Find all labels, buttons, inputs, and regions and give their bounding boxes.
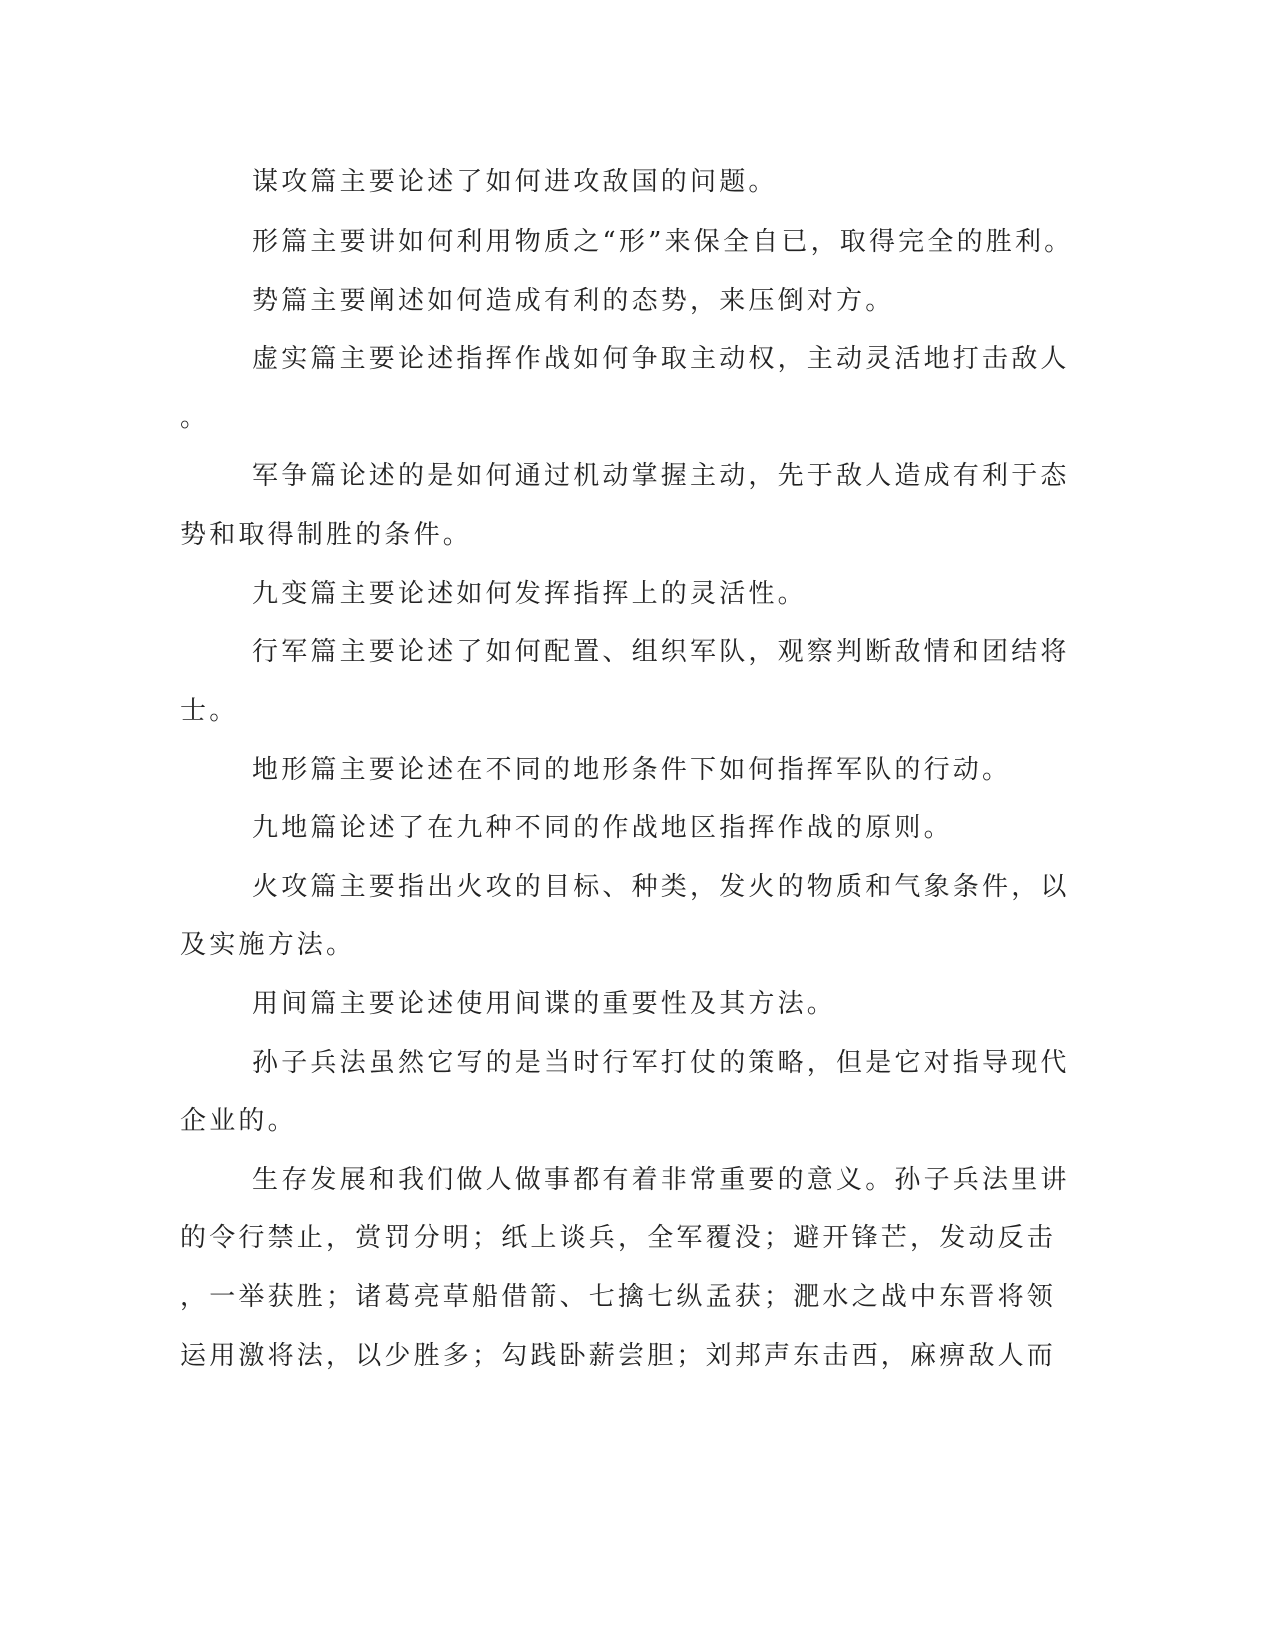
text-line: 形篇主要讲如何利用物质之“形”来保全自已，取得完全的胜利。 <box>252 227 1074 257</box>
text-line: 行军篇主要论述了如何配置、组织军队，观察判断敌情和团结将 <box>252 637 1070 667</box>
text-line: 。 <box>180 403 210 433</box>
text-line: 及实施方法。 <box>180 930 356 960</box>
text-line: 士。 <box>180 696 239 726</box>
text-line: 运用激将法，以少胜多；勾践卧薪尝胆；刘邦声东击西，麻痹敌人而 <box>180 1341 1057 1371</box>
text-line: 的令行禁止，赏罚分明；纸上谈兵，全军覆没；避开锋芒，发动反击 <box>180 1223 1057 1253</box>
text-line: 生存发展和我们做人做事都有着非常重要的意义。孙子兵法里讲 <box>252 1165 1070 1195</box>
text-line: 九地篇论述了在九种不同的作战地区指挥作战的原则。 <box>252 813 953 843</box>
text-line: 九变篇主要论述如何发挥指挥上的灵活性。 <box>252 579 807 609</box>
text-line: 势篇主要阐述如何造成有利的态势，来压倒对方。 <box>252 286 895 316</box>
text-line: 用间篇主要论述使用间谍的重要性及其方法。 <box>252 989 837 1019</box>
text-line: ，一举获胜；诸葛亮草船借箭、七擒七纵孟获；淝水之战中东晋将领 <box>180 1282 1057 1312</box>
text-line: 孙子兵法虽然它写的是当时行军打仗的策略，但是它对指导现代 <box>252 1048 1070 1078</box>
text-line: 火攻篇主要指出火攻的目标、种类，发火的物质和气象条件，以 <box>252 872 1070 902</box>
text-line: 势和取得制胜的条件。 <box>180 520 473 550</box>
text-line: 虚实篇主要论述指挥作战如何争取主动权，主动灵活地打击敌人 <box>252 344 1070 374</box>
text-line: 企业的。 <box>180 1106 297 1136</box>
text-line: 地形篇主要论述在不同的地形条件下如何指挥军队的行动。 <box>252 755 1012 785</box>
text-line: 谋攻篇主要论述了如何进攻敌国的问题。 <box>252 167 778 197</box>
text-line: 军争篇论述的是如何通过机动掌握主动，先于敌人造成有利于态 <box>252 461 1070 491</box>
